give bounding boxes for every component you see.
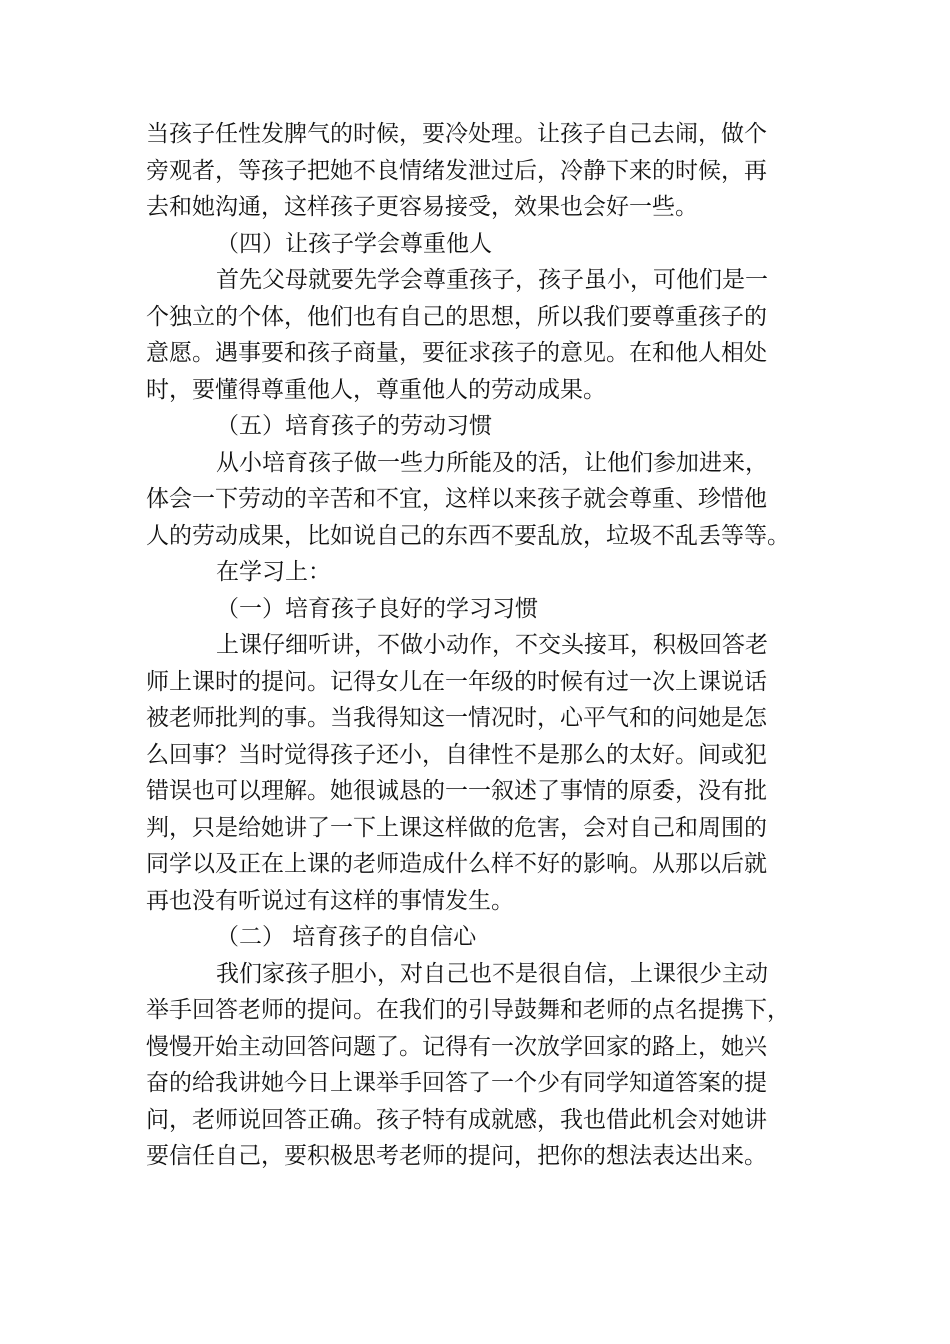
text-line: 旁观者，等孩子把她不良情绪发泄过后，冷静下来的时候，再 — [146, 157, 767, 184]
text-line: 意愿。遇事要和孩子商量，要征求孩子的意见。在和他人相处 — [146, 340, 767, 366]
text-line: 体会一下劳动的辛苦和不宜，这样以来孩子就会尊重、珍惜他 — [146, 486, 767, 512]
text-line: （一）培育孩子良好的学习习惯 — [216, 595, 538, 622]
text-line: 个独立的个体，他们也有自己的思想，所以我们要尊重孩子的 — [146, 303, 767, 330]
text-line: （二） 培育孩子的自信心 — [216, 924, 477, 950]
text-line: 从小培育孩子做一些力所能及的活，让他们参加进来， — [216, 449, 768, 476]
text-line: 同学以及正在上课的老师造成什么样不好的影响。从那以后就 — [146, 851, 767, 877]
text-line: 慢慢开始主动回答问题了。记得有一次放学回家的路上，她兴 — [146, 1033, 767, 1060]
text-line: 么回事？当时觉得孩子还小，自律性不是那么的太好。间或犯 — [146, 741, 767, 768]
text-line: 判，只是给她讲了一下上课这样做的危害，会对自己和周围的 — [146, 814, 767, 841]
text-line: 我们家孩子胆小，对自己也不是很自信，上课很少主动 — [216, 960, 768, 987]
text-line: 首先父母就要先学会尊重孩子，孩子虽小，可他们是一 — [216, 267, 768, 293]
text-line: 举手回答老师的提问。在我们的引导鼓舞和老师的点名提携下， — [146, 997, 790, 1023]
text-line: 在学习上： — [216, 559, 331, 585]
text-line: 时，要懂得尊重他人，尊重他人的劳动成果。 — [146, 376, 606, 403]
text-line: 被老师批判的事。当我得知这一情况时，心平气和的问她是怎 — [146, 705, 767, 731]
text-line: 奋的给我讲她今日上课举手回答了一个少有同学知道答案的提 — [146, 1070, 767, 1096]
text-line: 去和她沟通，这样孩子更容易接受，效果也会好一些。 — [146, 194, 698, 220]
text-line: 要信任自己，要积极思考老师的提问，把你的想法表达出来。 — [146, 1143, 767, 1169]
text-line: 师上课时的提问。记得女儿在一年级的时候有过一次上课说话 — [146, 668, 767, 695]
text-line: 当孩子任性发脾气的时候，要冷处理。让孩子自己去闹，做个 — [146, 121, 767, 147]
text-line: 再也没有听说过有这样的事情发生。 — [146, 887, 514, 914]
text-line: （五）培育孩子的劳动习惯 — [216, 413, 492, 439]
text-line: 问，老师说回答正确。孩子特有成就感，我也借此机会对她讲 — [146, 1106, 767, 1133]
document-body — [146, 116, 806, 1175]
text-line: （四）让孩子学会尊重他人 — [216, 230, 492, 257]
text-line: 错误也可以理解。她很诚恳的一一叙述了事情的原委，没有批 — [146, 778, 767, 804]
text-line: 人的劳动成果，比如说自己的东西不要乱放，垃圾不乱丢等等。 — [146, 522, 790, 549]
text-line: 上课仔细听讲，不做小动作，不交头接耳，积极回答老 — [216, 632, 768, 658]
